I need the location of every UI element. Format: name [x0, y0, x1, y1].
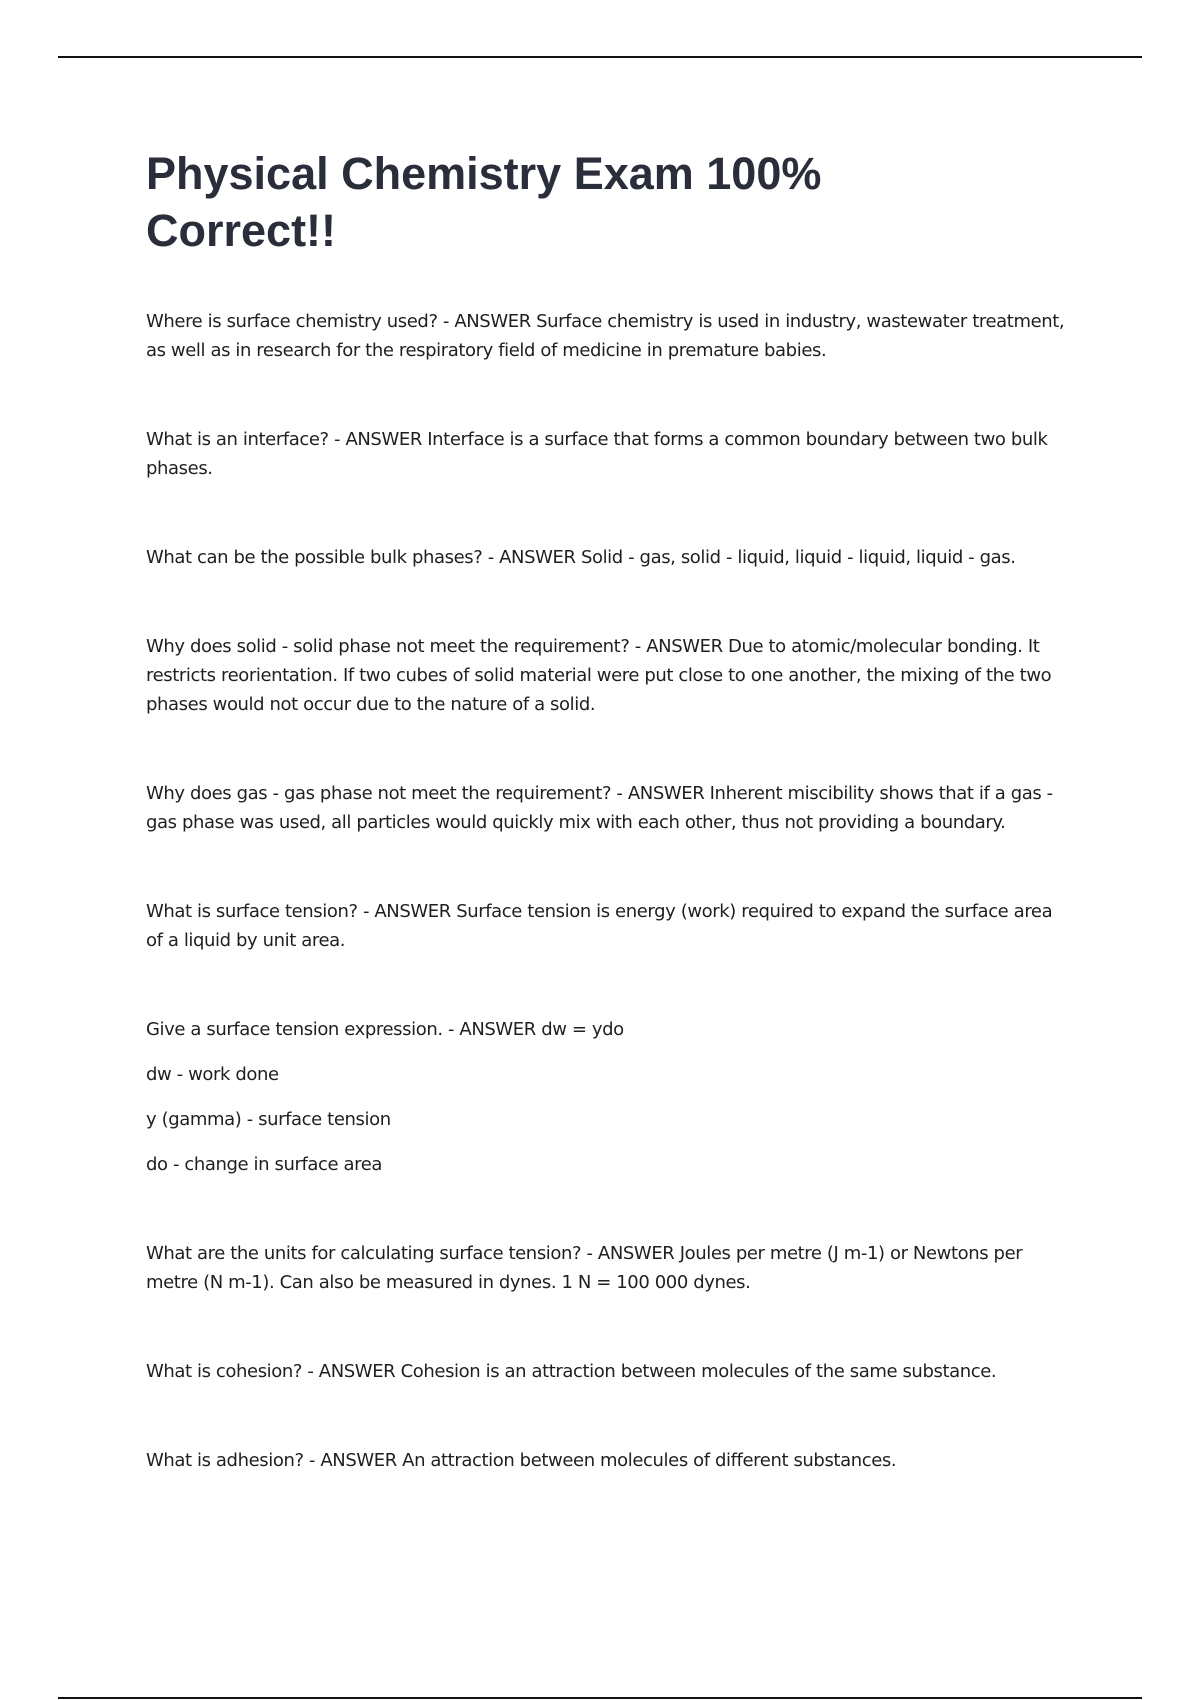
- title-line-1: Physical Chemistry Exam 100%: [146, 148, 822, 199]
- qa-item: [146, 897, 1066, 955]
- qa-subline: y (gamma) - surface tension: [146, 1109, 391, 1130]
- qa-text: What is cohesion? - ANSWER Cohesion is an attraction between molecules of the same substance.: [146, 1361, 997, 1382]
- footer-rule: [58, 1697, 1142, 1699]
- qa-item: [146, 1357, 1066, 1386]
- document-body: [146, 145, 1066, 1535]
- qa-text: What is adhesion? - ANSWER An attraction between molecules of different substances.: [146, 1450, 897, 1471]
- qa-item: [146, 1446, 1066, 1475]
- qa-text: What can be the possible bulk phases? - ANSWER Solid - gas, solid - liquid, liquid - liquid, liquid - gas.: [146, 547, 1016, 568]
- qa-item: [146, 1015, 1066, 1179]
- qa-item: [146, 632, 1066, 719]
- qa-item: [146, 425, 1066, 483]
- header-rule: [58, 56, 1142, 58]
- qa-text: Why does gas - gas phase not meet the requirement? - ANSWER Inherent miscibility shows that if a gas - gas phase was used, all particles would quickly mix with each other, thus not providing a boundary.: [146, 783, 1053, 833]
- page-title: [146, 145, 1066, 259]
- qa-text: What are the units for calculating surface tension? - ANSWER Joules per metre (J m-1) or Newtons per metre (N m-1). Can also be measured in dynes. 1 N = 100 000 dynes.: [146, 1243, 1023, 1293]
- qa-item: [146, 307, 1066, 365]
- qa-item: [146, 1239, 1066, 1297]
- qa-text: Why does solid - solid phase not meet the requirement? - ANSWER Due to atomic/molecular bonding. It restricts reorientation. If two cubes of solid material were put close to one another, the mixing of the two phases would not occur due to the nature of a solid.: [146, 636, 1052, 715]
- qa-item: [146, 543, 1066, 572]
- qa-item: [146, 779, 1066, 837]
- qa-subline: do - change in surface area: [146, 1154, 383, 1175]
- qa-text: Give a surface tension expression. - ANSWER dw = ydo: [146, 1019, 624, 1040]
- qa-text: What is surface tension? - ANSWER Surface tension is energy (work) required to expand the surface area of a liquid by unit area.: [146, 901, 1053, 951]
- qa-text: Where is surface chemistry used? - ANSWER Surface chemistry is used in industry, wastewater treatment, as well as in research for the respiratory field of medicine in premature babies.: [146, 311, 1065, 361]
- qa-text: What is an interface? - ANSWER Interface is a surface that forms a common boundary between two bulk phases.: [146, 429, 1048, 479]
- qa-subline: dw - work done: [146, 1064, 279, 1085]
- title-line-2: Correct!!: [146, 205, 337, 256]
